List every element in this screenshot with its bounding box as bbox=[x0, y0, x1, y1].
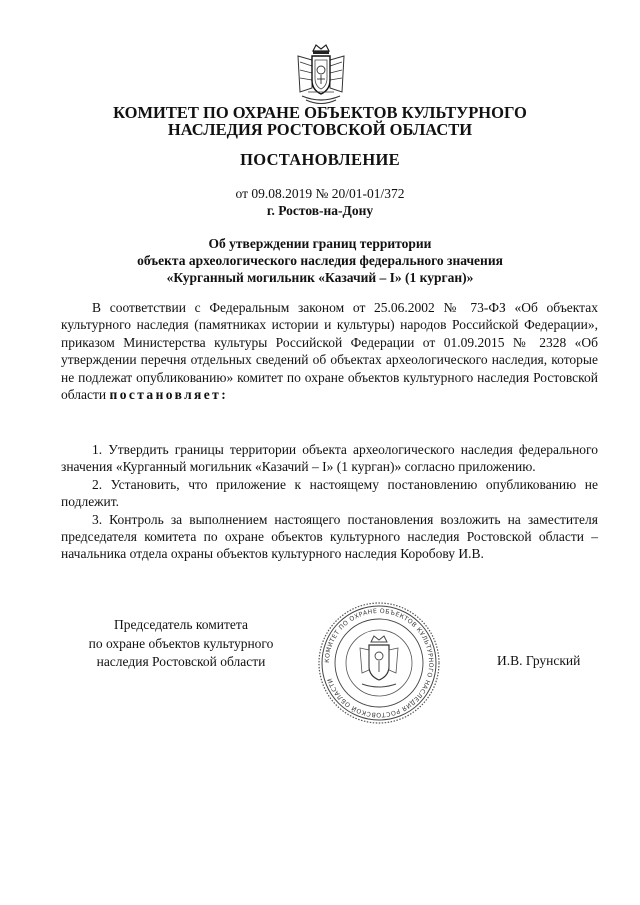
subject-line3: «Курганный могильник «Казачий – I» (1 курган)» bbox=[166, 270, 474, 285]
seal-ring-text: КОМИТЕТ ПО ОХРАНЕ ОБЪЕКТОВ КУЛЬТУРНОГО НАСЛЕДИЯ РОСТОВСКОЙ ОБЛАСТИ bbox=[323, 607, 435, 719]
resolution-item: 2. Установить, что приложение к настоящему постановлению опубликованию не подлежит. bbox=[61, 476, 598, 510]
signatory-title bbox=[61, 616, 301, 672]
document-type: ПОСТАНОВЛЕНИЕ bbox=[240, 150, 400, 169]
document-subject bbox=[0, 235, 640, 286]
signatory-title-line1: Председатель комитета bbox=[114, 617, 248, 632]
official-seal-icon bbox=[316, 600, 442, 726]
organization-name-line2: НАСЛЕДИЯ РОСТОВСКОЙ ОБЛАСТИ bbox=[167, 120, 473, 139]
preamble-text: В соответствии с Федеральным законом от 25.06.2002 № 73-ФЗ «Об объектах культурного наследия (памятниках истории и культуры) народов Российской Федерации», приказом Министерства культуры Российской Федерации от 01.09.2015 № 2328 «Об утверждении перечня отдельных сведений об объектах археологического наследия, которые не подлежат опубликованию» комитет по охране объектов культурного наследия Ростовской области bbox=[61, 300, 598, 403]
organization-name bbox=[0, 104, 640, 138]
subject-line2: объекта археологического наследия федерального значения bbox=[137, 253, 503, 268]
coat-of-arms-icon bbox=[294, 42, 348, 108]
preamble-paragraph bbox=[61, 299, 598, 403]
subject-line1: Об утверждении границ территории bbox=[208, 236, 432, 251]
resolution-item: 1. Утвердить границы территории объекта археологического наследия федерального значения «Курганный могильник «Казачий – I» (1 курган)» согласно приложению. bbox=[61, 442, 598, 475]
signatory-title-line3: наследия Ростовской области bbox=[96, 654, 266, 669]
signer-name: И.В. Грунский bbox=[497, 653, 581, 668]
organization-name-line1: КОМИТЕТ ПО ОХРАНЕ ОБЪЕКТОВ КУЛЬТУРНОГО bbox=[113, 103, 527, 122]
resolves-word: постановляет: bbox=[109, 387, 229, 403]
resolution-item: 3. Контроль за выполнением настоящего постановления возложить на заместителя председателя комитета по охране объектов культурного наследия Ростовской области – начальника отдела охраны объектов культурного наследия Коробову И.В. bbox=[61, 511, 598, 562]
signatory-title-line2: по охране объектов культурного bbox=[88, 635, 274, 651]
document-city: г. Ростов-на-Дону bbox=[266, 203, 374, 218]
resolution-items bbox=[61, 441, 598, 563]
document-date-number: от 09.08.2019 № 20/01-01/372 bbox=[235, 186, 405, 201]
seal-emblem bbox=[360, 636, 398, 687]
